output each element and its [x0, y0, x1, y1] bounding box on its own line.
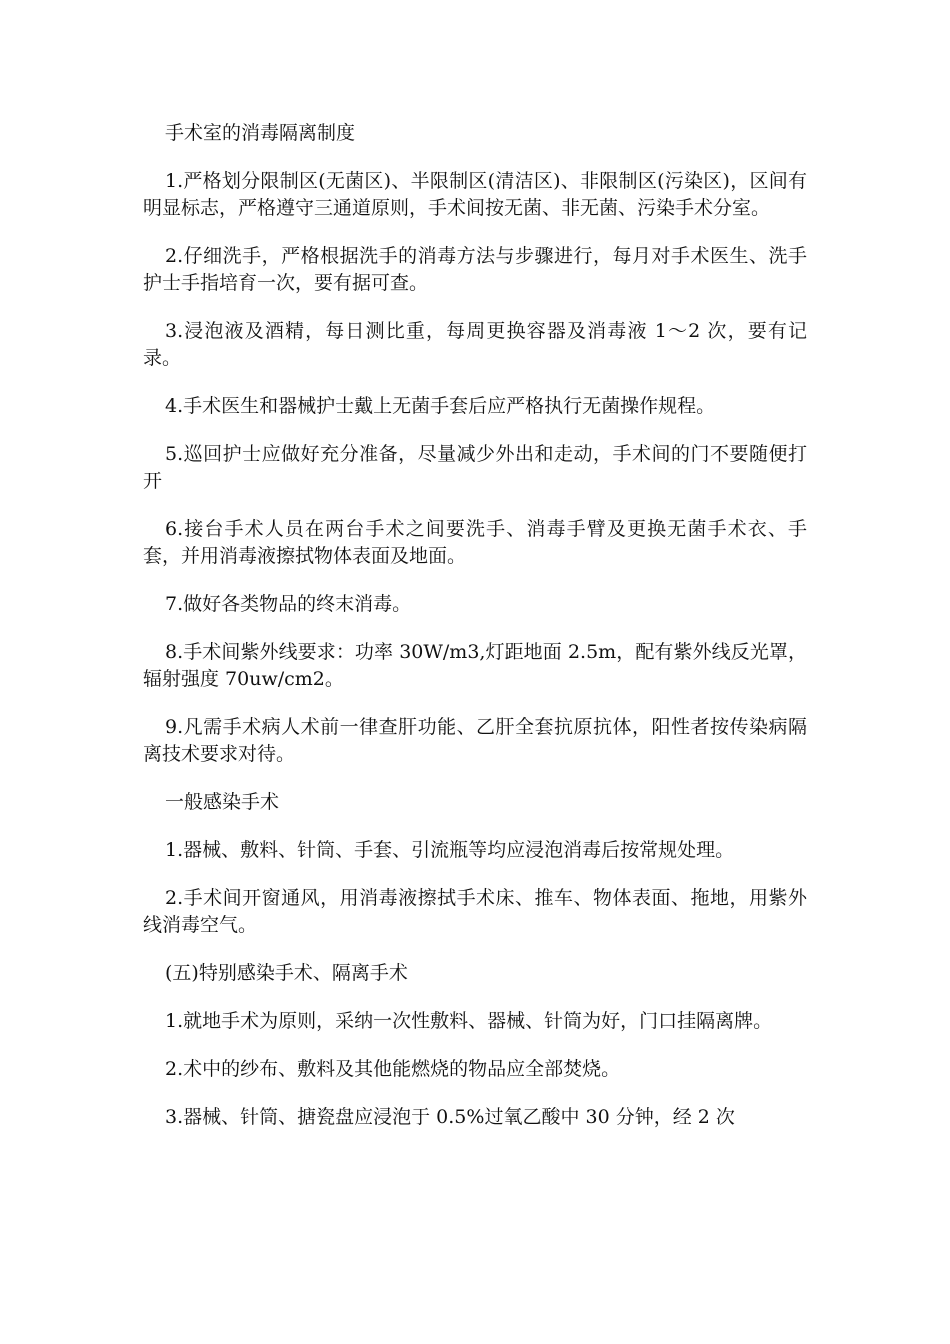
section-title: 手术室的消毒隔离制度 — [165, 122, 356, 144]
paragraph: 2.手术间开窗通风，用消毒液擦拭手术床、推车、物体表面、拖地，用紫外线消毒空气。 — [143, 887, 807, 936]
paragraph: 7.做好各类物品的终末消毒。 — [165, 593, 412, 615]
paragraph: 4.手术医生和器械护士戴上无菌手套后应严格执行无菌操作规程。 — [165, 395, 716, 417]
paragraph: 6.接台手术人员在两台手术之间要洗手、消毒手臂及更换无菌手术衣、手套，并用消毒液擦拭物体表面及地面。 — [143, 518, 807, 567]
paragraph: 1.器械、敷料、针筒、手套、引流瓶等均应浸泡消毒后按常规处理。 — [165, 839, 735, 861]
paragraph: 2.仔细洗手，严格根据洗手的消毒方法与步骤进行，每月对手术医生、洗手护士手指培育一次，要有据可查。 — [143, 245, 807, 294]
paragraph: 8.手术间紫外线要求：功率 30W/m3,灯距地面 2.5m，配有紫外线反光罩，辐射强度 70uw/cm2。 — [143, 641, 807, 690]
paragraph: 1.严格划分限制区(无菌区)、半限制区(清洁区)、非限制区(污染区)，区间有明显标志，严格遵守三通道原则，手术间按无菌、非无菌、污染手术分室。 — [143, 170, 807, 219]
paragraph: 5.巡回护士应做好充分准备，尽量减少外出和走动，手术间的门不要随便打开 — [143, 443, 807, 492]
paragraph: 1.就地手术为原则，采纳一次性敷料、器械、针筒为好，门口挂隔离牌。 — [165, 1010, 773, 1032]
document-body — [143, 120, 807, 1152]
paragraph: 9.凡需手术病人术前一律查肝功能、乙肝全套抗原抗体，阳性者按传染病隔离技术要求对待。 — [143, 716, 807, 765]
paragraph: 3.器械、针筒、搪瓷盘应浸泡于 0.5%过氧乙酸中 30 分钟，经 2 次 — [165, 1106, 735, 1128]
section-heading: 一般感染手术 — [165, 791, 280, 813]
section-heading: (五)特别感染手术、隔离手术 — [165, 962, 408, 984]
paragraph: 3.浸泡液及酒精，每日测比重，每周更换容器及消毒液 1～2 次，要有记录。 — [143, 320, 807, 369]
paragraph: 2.术中的纱布、敷料及其他能燃烧的物品应全部焚烧。 — [165, 1058, 621, 1080]
